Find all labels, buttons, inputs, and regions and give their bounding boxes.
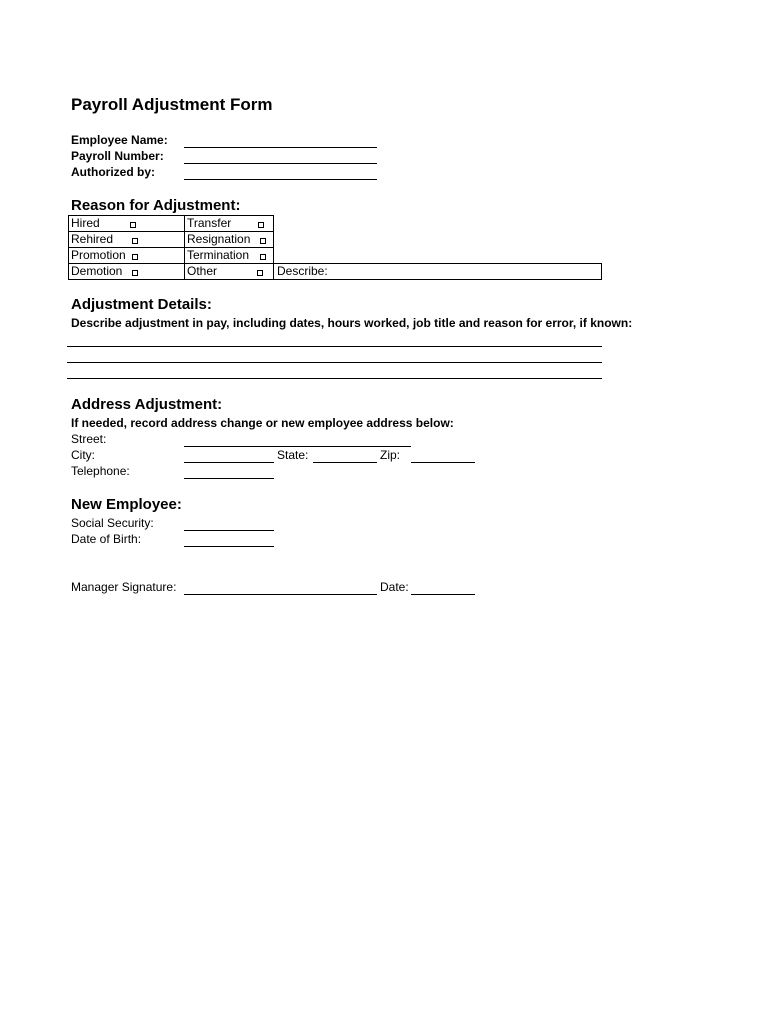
state-field[interactable] xyxy=(313,462,377,463)
address-heading: Address Adjustment: xyxy=(71,396,223,413)
manager-signature-field[interactable] xyxy=(184,594,377,595)
payroll-number-field[interactable] xyxy=(184,163,377,164)
telephone-label: Telephone: xyxy=(71,464,130,478)
resignation-checkbox[interactable] xyxy=(260,238,266,244)
payroll-number-label: Payroll Number: xyxy=(71,149,164,163)
city-field[interactable] xyxy=(184,462,274,463)
street-label: Street: xyxy=(71,432,107,446)
describe-divider xyxy=(273,263,274,280)
state-label: State: xyxy=(277,448,309,462)
reason-other-label: Other xyxy=(187,264,218,278)
page-title: Payroll Adjustment Form xyxy=(71,95,273,114)
promotion-checkbox[interactable] xyxy=(132,254,138,260)
reason-resignation-label: Resignation xyxy=(187,232,251,246)
details-heading: Adjustment Details: xyxy=(71,296,212,313)
employee-name-label: Employee Name: xyxy=(71,133,168,147)
reason-promotion-label: Promotion xyxy=(71,248,126,262)
employee-name-field[interactable] xyxy=(184,147,377,148)
signature-date-label: Date: xyxy=(380,580,409,594)
reason-transfer-label: Transfer xyxy=(187,216,232,230)
details-line-1[interactable] xyxy=(67,346,602,347)
ssn-label: Social Security: xyxy=(71,516,154,530)
transfer-checkbox[interactable] xyxy=(258,222,264,228)
demotion-checkbox[interactable] xyxy=(132,270,138,276)
city-label: City: xyxy=(71,448,95,462)
reason-heading: Reason for Adjustment: xyxy=(71,197,241,214)
details-line-3[interactable] xyxy=(67,378,602,379)
signature-date-field[interactable] xyxy=(411,594,475,595)
manager-signature-label: Manager Signature: xyxy=(71,580,177,594)
dob-field[interactable] xyxy=(184,546,274,547)
authorized-by-label: Authorized by: xyxy=(71,165,155,179)
reason-demotion-label: Demotion xyxy=(71,264,123,278)
other-checkbox[interactable] xyxy=(257,270,263,276)
telephone-field[interactable] xyxy=(184,478,274,479)
ssn-field[interactable] xyxy=(184,530,274,531)
zip-label: Zip: xyxy=(380,448,401,462)
reason-hired-label: Hired xyxy=(71,216,100,230)
details-line-2[interactable] xyxy=(67,362,602,363)
reason-describe-label: Describe: xyxy=(277,264,328,278)
reason-termination-label: Termination xyxy=(187,248,250,262)
details-instruction: Describe adjustment in pay, including dates, hours worked, job title and reason for error, if known: xyxy=(71,316,633,330)
new-employee-heading: New Employee: xyxy=(71,496,182,513)
describe-field[interactable] xyxy=(334,264,600,279)
reason-rehired-label: Rehired xyxy=(71,232,114,246)
hired-checkbox[interactable] xyxy=(130,222,136,228)
street-field[interactable] xyxy=(184,446,411,447)
termination-checkbox[interactable] xyxy=(260,254,266,260)
rehired-checkbox[interactable] xyxy=(132,238,138,244)
dob-label: Date of Birth: xyxy=(71,532,142,546)
address-instruction: If needed, record address change or new employee address below: xyxy=(71,416,454,430)
zip-field[interactable] xyxy=(411,462,475,463)
authorized-by-field[interactable] xyxy=(184,179,377,180)
